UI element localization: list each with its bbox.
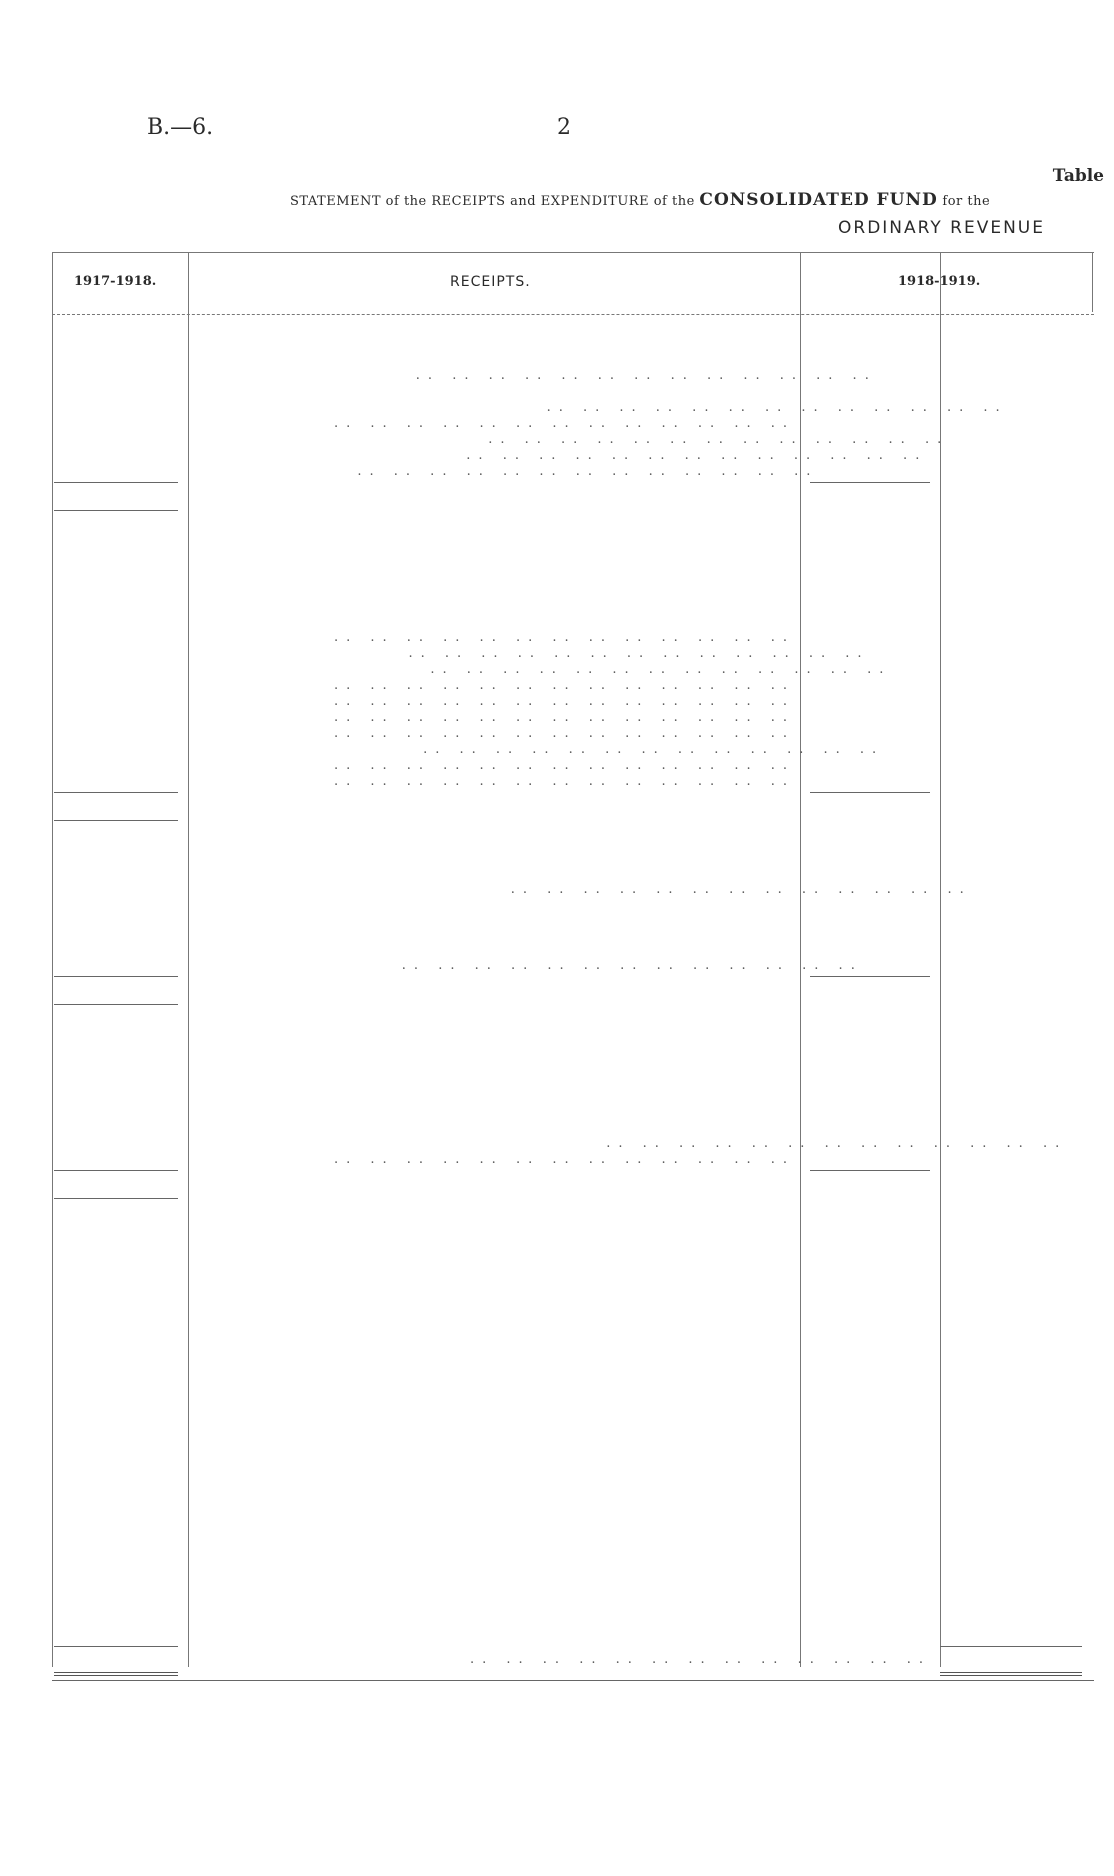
totals-double-rule (54, 1672, 178, 1676)
table-label: Table (1052, 166, 1104, 186)
leader-dots: .. .. .. .. .. .. .. .. .. .. .. .. .. (333, 774, 795, 789)
col-rule-curr (940, 252, 941, 1667)
totals-rule (940, 1646, 1082, 1647)
leader-dots: .. .. .. .. .. .. .. .. .. .. .. .. .. (546, 400, 1008, 415)
col-rule-right (1092, 252, 1093, 312)
col-rule-left (52, 252, 53, 1667)
col-header-receipts: RECEIPTS. (450, 274, 531, 290)
subtotal-rule (54, 510, 178, 511)
leader-dots: .. .. .. .. .. .. .. .. .. .. .. .. .. (430, 662, 892, 677)
subtotal-rule (54, 1198, 178, 1199)
leader-dots: .. .. .. .. .. .. .. .. .. .. .. .. .. (466, 448, 928, 463)
table-top-rule (52, 252, 1094, 253)
page-number: 2 (557, 115, 571, 140)
statement-suffix: for the (942, 194, 991, 209)
subtotal-rule (810, 1170, 930, 1171)
leader-dots: .. .. .. .. .. .. .. .. .. .. .. .. .. (408, 646, 870, 661)
col-header-prev-year: 1917-1918. (74, 274, 157, 289)
subtotal-rule (54, 820, 178, 821)
leader-dots: .. .. .. .. .. .. .. .. .. .. .. .. .. (606, 1136, 1068, 1151)
leader-dots: .. .. .. .. .. .. .. .. .. .. .. .. .. (423, 742, 885, 757)
leader-dots: .. .. .. .. .. .. .. .. .. .. .. .. .. (333, 710, 795, 725)
leader-dots: .. .. .. .. .. .. .. .. .. .. .. .. .. (333, 1152, 795, 1167)
statement-title (290, 190, 990, 210)
leader-dots: .. .. .. .. .. .. .. .. .. .. .. .. .. (333, 726, 795, 741)
col-rule-prev (188, 252, 189, 1667)
revenue-title: ORDINARY REVENUE (838, 218, 1045, 238)
subtotal-rule (54, 1170, 178, 1171)
totals-double-rule (940, 1672, 1082, 1676)
subtotal-rule (810, 792, 930, 793)
leader-dots: .. .. .. .. .. .. .. .. .. .. .. .. .. (510, 882, 972, 897)
leader-dots: .. .. .. .. .. .. .. .. .. .. .. .. .. (401, 958, 863, 973)
leader-dots: .. .. .. .. .. .. .. .. .. .. .. .. .. (415, 368, 877, 383)
totals-rule (54, 1646, 178, 1647)
leader-dots: .. .. .. .. .. .. .. .. .. .. .. .. .. (357, 464, 819, 479)
header-bottom-rule (52, 314, 1094, 315)
subtotal-rule (54, 976, 178, 977)
subtotal-rule (810, 482, 930, 483)
leader-dots: .. .. .. .. .. .. .. .. .. .. .. .. .. (333, 758, 795, 773)
subtotal-rule (54, 792, 178, 793)
leader-dots: .. .. .. .. .. .. .. .. .. .. .. .. .. (333, 416, 795, 431)
leader-dots: .. .. .. .. .. .. .. .. .. .. .. .. .. (470, 1652, 932, 1667)
subtotal-rule (54, 482, 178, 483)
leader-dots: .. .. .. .. .. .. .. .. .. .. .. .. .. (333, 694, 795, 709)
document-code: B.—6. (147, 115, 214, 140)
subtotal-rule (54, 1004, 178, 1005)
subtotal-rule (810, 976, 930, 977)
statement-prefix: STATEMENT of the RECEIPTS and EXPENDITURE of the (290, 194, 695, 209)
leader-dots: .. .. .. .. .. .. .. .. .. .. .. .. .. (333, 630, 795, 645)
leader-dots: .. .. .. .. .. .. .. .. .. .. .. .. .. (488, 432, 950, 447)
leader-dots: .. .. .. .. .. .. .. .. .. .. .. .. .. (333, 678, 795, 693)
statement-fund: CONSOLIDATED FUND (699, 190, 938, 210)
table-bottom-rule (52, 1680, 1094, 1681)
col-header-curr-year: 1918-1919. (898, 274, 981, 289)
